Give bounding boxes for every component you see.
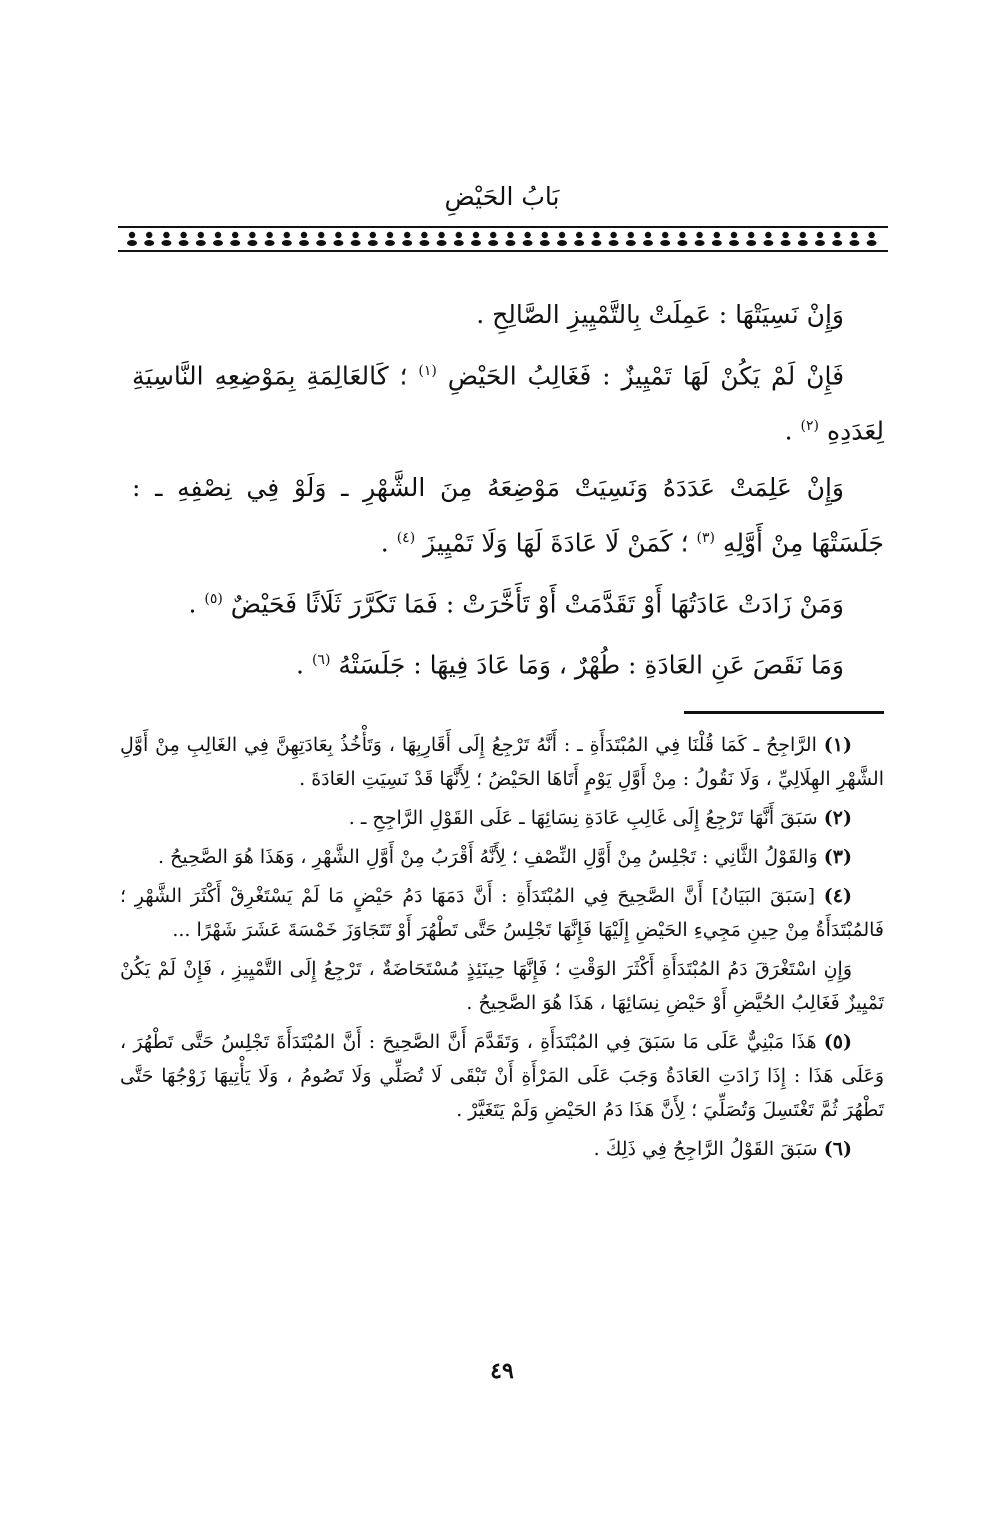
main-paragraph	[132, 463, 884, 568]
paragraph-text: .	[784, 416, 793, 446]
ornament-bud	[851, 232, 857, 238]
running-title: بَابُ الحَيْضِ	[444, 182, 560, 211]
footnote-text: الرَّاجِحُ ـ كَمَا قُلْنَا فِي المُبْتَدَأَةِ ـ : أَنَّهُ تَرْجِعُ إِلَى أَقَارِبِهَا ، وَتَأْخُذُ بِعَادَتِهِنَّ فِي الغَالِبِ مِنْ أَوَّلِ الشَّهْرِ الهِلَالِيِّ ، وَلَا نَقُولُ : مِنْ أَوَّلِ يَوْمٍ أَتَاهَا الحَيْضُ ؛ لِأَنَّهَا قَدْ نَسِيَتِ العَادَةَ .	[120, 734, 884, 790]
footnote-ref[interactable]: (٤)	[396, 529, 416, 546]
ornament-bud	[714, 232, 720, 238]
ornament-bud	[352, 232, 358, 238]
ornament-leaf	[505, 240, 515, 246]
paragraph-text: وَإِنْ عَلِمَتْ عَدَدَهُ وَنَسِيَتْ مَوْضِعَهُ مِنَ الشَّهْرِ ـ وَلَوْ فِي نِصْفِهِ ـ : جَلَسَتْهَا مِنْ أَوَّلِهِ	[132, 472, 884, 557]
paragraph-text: فَإِنْ لَمْ يَكُنْ لَهَا تَمْيِيزٌ : فَغَالِبُ الحَيْضِ	[447, 361, 845, 391]
ornament-leaf	[144, 240, 154, 246]
ornament-leaf	[385, 240, 395, 246]
ornament-bud	[301, 232, 307, 238]
footnotes-block	[120, 728, 884, 1171]
ornament-leaf	[781, 240, 791, 246]
ornament-leaf	[849, 240, 859, 246]
ornament-bud	[731, 232, 737, 238]
footnote-text: سَبَقَ أَنَّهَا تَرْجِعُ إِلَى غَالِبِ عَادَةِ نِسَائِهَا ـ عَلَى القَوْلِ الرَّاجِحِ ـ .	[348, 807, 818, 829]
main-text-block	[132, 290, 884, 697]
ornament-leaf	[316, 240, 326, 246]
ornament-bud	[765, 232, 771, 238]
ornament-bud	[438, 232, 444, 238]
ornament-leaf	[213, 240, 223, 246]
footnote	[120, 1132, 884, 1166]
ornament-leaf	[540, 240, 550, 246]
main-paragraph	[132, 346, 884, 457]
ornament-bud	[318, 232, 324, 238]
footnote-number: (٣)	[823, 846, 852, 868]
ornament-bud	[542, 232, 548, 238]
footnote-ref[interactable]: (٦)	[311, 652, 331, 669]
ornament-leaf	[591, 240, 601, 246]
ornament-bud	[456, 232, 462, 238]
ornament-bud	[696, 232, 702, 238]
paragraph-text: ؛ كَمَنْ لَا عَادَةَ لَهَا وَلَا تَمْيِيزَ	[423, 527, 689, 557]
ornament-leaf	[351, 240, 361, 246]
ornament-bud	[559, 232, 565, 238]
ornament-bud	[249, 232, 255, 238]
ornament-bud	[215, 232, 221, 238]
ornament-bud	[645, 232, 651, 238]
ornament-bud	[129, 232, 135, 238]
ornament-bud	[782, 232, 788, 238]
ornament-bud	[146, 232, 152, 238]
main-paragraph	[132, 635, 884, 690]
paragraph-text: وَمَنْ زَادَتْ عَادَتُهَا أَوْ تَقَدَّمَتْ أَوْ تَأَخَّرَتْ : فَمَا تَكَرَّرَ ثَلَاثًا فَحَيْضٌ	[230, 589, 844, 619]
ornament-bud	[163, 232, 169, 238]
ornament-leaf	[867, 240, 877, 246]
ornament-leaf	[454, 240, 464, 246]
ornament-leaf	[626, 240, 636, 246]
ornament-leaf	[488, 240, 498, 246]
ornament-bud	[800, 232, 806, 238]
paragraph-text: وَإِنْ نَسِيَتْهَا : عَمِلَتْ بِالتَّمْيِيزِ الصَّالِحِ .	[476, 300, 844, 329]
footnote-text: [سَبَقَ البَيَانُ] أَنَّ الصَّحِيحَ فِي المُبْتَدَأَةِ : أَنَّ دَمَهَا دَمُ حَيْضٍ مَا لَمْ يَسْتَغْرِقْ أَكْثَرَ الشَّهْرِ ؛ فَالمُبْتَدَأَةُ مِنْ حِينِ مَجِيءِ الحَيْضِ إِلَيْهَا فَإِنَّهَا تَجْلِسُ حَتَّى تَطْهُرَ أَوْ تَتَجَاوَزَ خَمْسَةَ عَشَرَ شَهْرًا ...	[120, 885, 884, 941]
ornament-leaf	[299, 240, 309, 246]
footnote-continuation	[120, 952, 884, 1020]
footnote-text: سَبَقَ القَوْلُ الرَّاجِحُ فِي ذَلِكَ .	[593, 1138, 818, 1160]
ornament-leaf	[419, 240, 429, 246]
main-paragraph	[132, 574, 884, 629]
paragraph-text: .	[380, 527, 389, 557]
footnote	[120, 1025, 884, 1127]
ornament-bud	[284, 232, 290, 238]
paragraph-text: ؛ كَالعَالِمَةِ بِمَوْضِعِهِ النَّاسِيَةِ لِعَدَدِهِ	[132, 361, 884, 446]
footnote	[120, 840, 884, 874]
ornament-bud	[868, 232, 874, 238]
footnote	[120, 879, 884, 947]
footnote-ref[interactable]: (٥)	[204, 590, 223, 607]
ornament-bud	[817, 232, 823, 238]
ornament-leaf	[729, 240, 739, 246]
ornament-leaf	[815, 240, 825, 246]
ornament-leaf	[230, 240, 240, 246]
paragraph-text: وَمَا نَقَصَ عَنِ العَادَةِ : طُهْرٌ ، وَمَا عَادَ فِيهَا : جَلَسَتْهُ	[338, 650, 844, 680]
footnote-number: (٥)	[823, 1031, 853, 1053]
ornament-leaf	[677, 240, 687, 246]
ornament-leaf	[798, 240, 808, 246]
ornament-leaf	[247, 240, 257, 246]
ornament-leaf	[265, 240, 275, 246]
ornament-bud	[404, 232, 410, 238]
footnote	[120, 728, 884, 796]
ornament-bud	[180, 232, 186, 238]
ornament-leaf	[368, 240, 378, 246]
page-number: ٤٩	[490, 1358, 514, 1384]
ornament-bud	[370, 232, 376, 238]
ornament-leaf	[832, 240, 842, 246]
footnote-ref[interactable]: (١)	[418, 363, 437, 379]
ornament-leaf	[557, 240, 567, 246]
ornament-bud	[473, 232, 479, 238]
ornament-bud	[834, 232, 840, 238]
footnote-text: هَذَا مَبْنِيٌّ عَلَى مَا سَبَقَ فِي المُبْتَدَأَةِ ، وَتَقَدَّمَ أَنَّ الصَّحِيحَ : أَنَّ المُبْتَدَأَةَ تَجْلِسُ حَتَّى تَطْهُرَ ، وَعَلَى هَذَا : إِذَا زَادَتِ العَادَةُ وَجَبَ عَلَى المَرْأَةِ أَنْ تَبْقَى لَا تُصَلِّي وَلَا تَصُومُ ، وَلَا يَأْتِيهَا زَوْجُهَا حَتَّى تَطْهُرَ ثُمَّ تَغْتَسِلَ وَتُصَلِّيَ ؛ لِأَنَّ هَذَا دَمُ الحَيْضِ وَلَمْ يَتَغَيَّرْ .	[120, 1031, 884, 1121]
footnote-ref[interactable]: (٣)	[696, 529, 715, 546]
ornament-leaf	[196, 240, 206, 246]
ornament-leaf	[695, 240, 705, 246]
ornament-leaf	[746, 240, 756, 246]
floral-border-ornament	[118, 226, 888, 252]
ornament-leaf	[127, 240, 137, 246]
footnote-text: وَالقَوْلُ الثَّانِي : تَجْلِسُ مِنْ أَوَّلِ النِّصْفِ ؛ لِأَنَّهُ أَقْرَبُ مِنْ أَوَّلِ الشَّهْرِ ، وَهَذَا هُوَ الصَّحِيحُ .	[158, 846, 818, 868]
ornament-bud	[524, 232, 530, 238]
ornament-bud	[628, 232, 634, 238]
ornament-leaf	[712, 240, 722, 246]
ornament-bud	[610, 232, 616, 238]
ornament-leaf	[402, 240, 412, 246]
ornament-leaf	[179, 240, 189, 246]
ornament-leaf	[763, 240, 773, 246]
paragraph-text: .	[188, 589, 197, 619]
ornament-leaf	[609, 240, 619, 246]
ornament-leaf	[161, 240, 171, 246]
ornament-bud	[507, 232, 513, 238]
ornament-bud	[387, 232, 393, 238]
footnote-number: (٤)	[823, 885, 852, 907]
ornament-bud	[198, 232, 204, 238]
main-paragraph	[132, 290, 884, 340]
ornament-bud	[748, 232, 754, 238]
ornament-leaf	[333, 240, 343, 246]
ornament-leaf	[471, 240, 481, 246]
footnote-divider	[684, 711, 884, 714]
ornament-bud	[490, 232, 496, 238]
footnote	[120, 801, 884, 835]
ornament-leaf	[574, 240, 584, 246]
ornament-bud	[335, 232, 341, 238]
ornament-bud	[266, 232, 272, 238]
footnote-number: (٦)	[823, 1138, 852, 1160]
ornament-bud	[576, 232, 582, 238]
footnote-number: (١)	[823, 734, 853, 756]
ornament-bud	[421, 232, 427, 238]
ornament-bud	[662, 232, 668, 238]
ornament-bud	[232, 232, 238, 238]
footnote-ref[interactable]: (٢)	[800, 418, 820, 435]
ornament-leaf	[643, 240, 653, 246]
ornament-leaf	[437, 240, 447, 246]
ornament-bud	[593, 232, 599, 238]
footnote-text: وَإِنِ اسْتَغْرَقَ دَمُ المُبْتَدَأَةِ أَكْثَرَ الوَقْتِ ؛ فَإِنَّهَا حِينَئِذٍ مُسْتَحَاضَةٌ ، تَرْجِعُ إِلَى التَّمْيِيزِ ، فَإِنْ لَمْ يَكُنْ تَمْيِيزٌ فَغَالِبُ الحُيَّضِ أَوْ حَيْضِ نِسَائِهَا ، هَذَا هُوَ الصَّحِيحُ .	[120, 958, 884, 1014]
ornament-leaf	[282, 240, 292, 246]
ornament-bud	[679, 232, 685, 238]
footnote-number: (٢)	[823, 807, 852, 829]
ornament-leaf	[523, 240, 533, 246]
ornament-leaf	[660, 240, 670, 246]
paragraph-text: .	[296, 650, 304, 680]
